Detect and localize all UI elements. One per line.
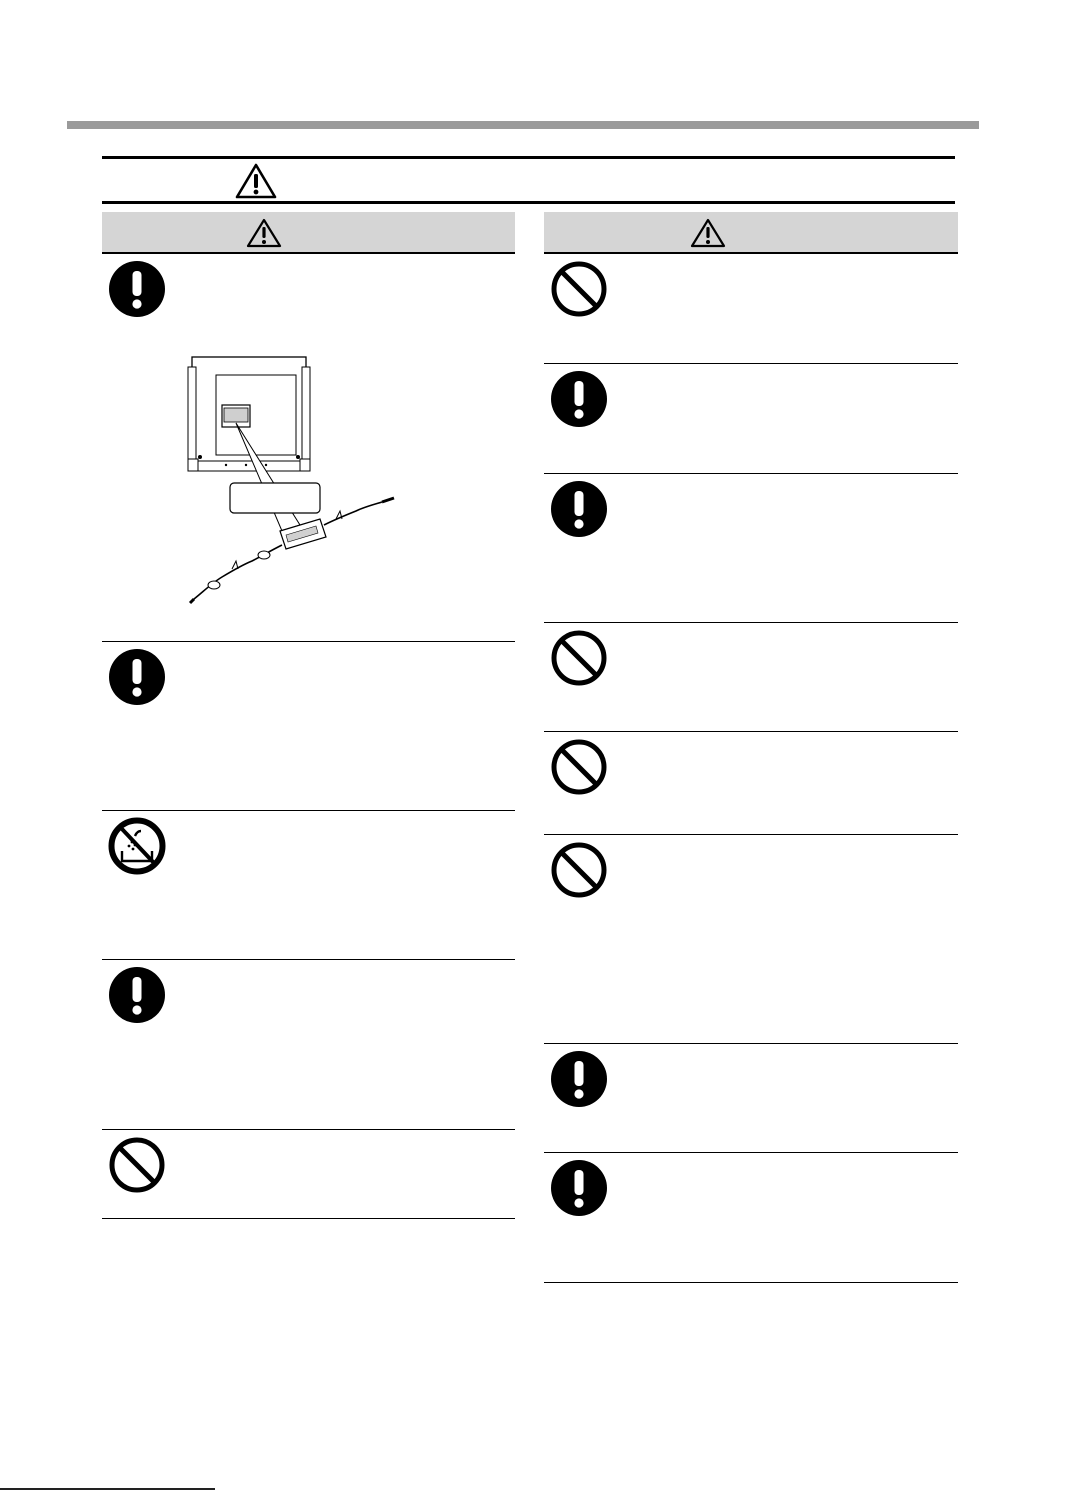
prohibited-icon [550, 738, 608, 796]
left-column-header [102, 212, 515, 254]
mandatory-icon [108, 966, 166, 1024]
right-item-1 [544, 254, 958, 364]
footer-rule [0, 1488, 215, 1490]
prohibited-icon [550, 841, 608, 899]
no-water-icon [108, 817, 166, 875]
section-title-band [102, 156, 955, 204]
left-item-2 [102, 642, 515, 811]
warning-triangle-icon [690, 218, 726, 248]
top-rule [67, 121, 979, 129]
mandatory-icon [550, 1159, 608, 1217]
mandatory-icon [550, 480, 608, 538]
right-item-7 [544, 1044, 958, 1153]
right-item-3 [544, 474, 958, 623]
left-item-4 [102, 960, 515, 1130]
warning-triangle-icon [246, 218, 282, 248]
prohibited-icon [550, 629, 608, 687]
warning-triangle-icon [235, 163, 277, 199]
mandatory-icon [550, 1050, 608, 1108]
mandatory-icon [108, 260, 166, 318]
left-item-3 [102, 811, 515, 960]
power-adapter-diagram [186, 355, 406, 610]
prohibited-icon [550, 260, 608, 318]
mandatory-icon [108, 648, 166, 706]
left-item-5 [102, 1130, 515, 1219]
right-column-header [544, 212, 958, 254]
right-item-6 [544, 835, 958, 1044]
right-item-5 [544, 732, 958, 835]
mandatory-icon [550, 370, 608, 428]
right-item-2 [544, 364, 958, 474]
right-item-8 [544, 1153, 958, 1283]
right-item-4 [544, 623, 958, 732]
prohibited-icon [108, 1136, 166, 1194]
